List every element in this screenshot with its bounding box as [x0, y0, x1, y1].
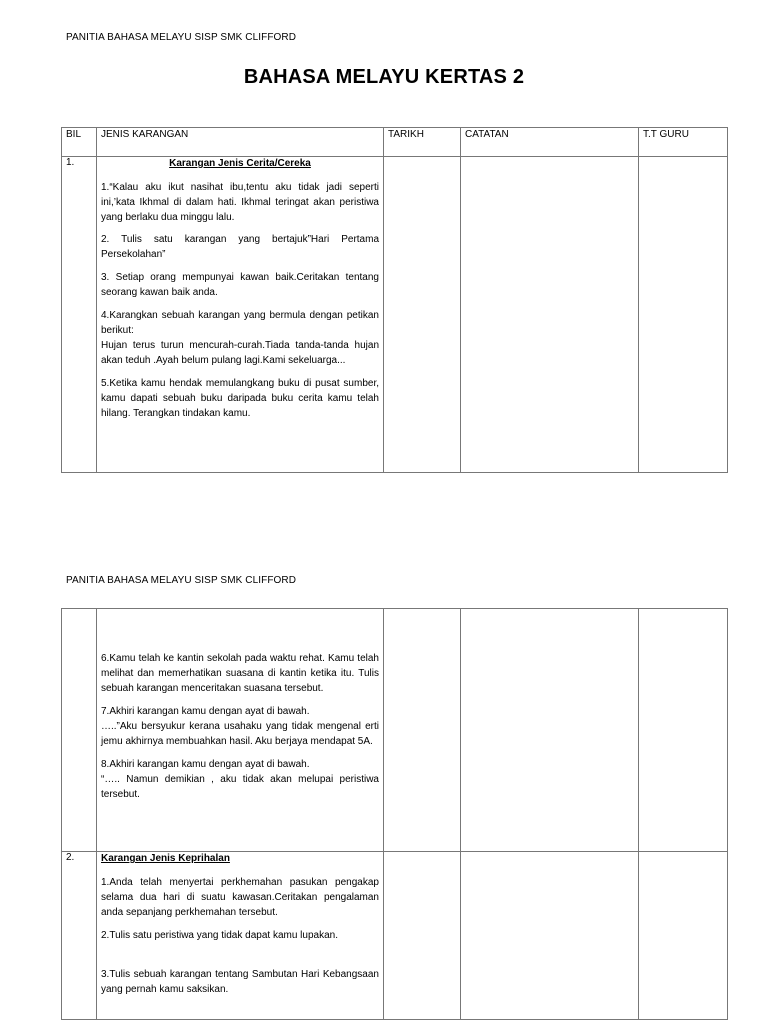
- question-1: 1.“Kalau aku ikut nasihat ibu,tentu aku tidak jadi seperti ini,’kata Ikhmal di dalam hati. Ikhmal teringat akan peristiwa yang berlaku dua minggu lalu.: [101, 182, 379, 223]
- column-header-catatan: CATATAN: [461, 128, 639, 157]
- row-catatan: [461, 852, 639, 1020]
- question-8-passage: “….. Namun demikian , aku tidak akan melupai peristiwa tersebut.: [101, 774, 379, 800]
- section-heading: Karangan Jenis Keprihalan: [101, 853, 230, 864]
- bil-number: 2.: [66, 852, 75, 863]
- question-2: 2. Tulis satu karangan yang bertajuk”Hari Pertama Persekolahan”: [101, 234, 379, 260]
- table-header-row: [62, 128, 728, 157]
- table-row: [62, 157, 728, 473]
- page-header: PANITIA BAHASA MELAYU SISP SMK CLIFFORD: [66, 32, 297, 43]
- column-header-bil: BIL: [62, 128, 97, 157]
- question-1: 1.Anda telah menyertai perkhemahan pasukan pengakap selama dua hari di suatu kawasan.Ceritakan pengalaman anda sepanjang perkhemahan tersebut.: [101, 877, 379, 918]
- question-2: 2.Tulis satu peristiwa yang tidak dapat kamu lupakan.: [101, 930, 338, 941]
- column-header-tt-guru: T.T GURU: [639, 128, 728, 157]
- row-bil: [62, 157, 97, 473]
- question-4-intro: 4.Karangkan sebuah karangan yang bermula dengan petikan berikut:: [101, 310, 379, 336]
- document-title: BAHASA MELAYU KERTAS 2: [243, 66, 525, 88]
- question-6: 6.Kamu telah ke kantin sekolah pada waktu rehat. Kamu telah melihat dan memerhatikan suasana di kantin ketika itu. Tulis sebuah karangan menceritakan suasana tersebut.: [101, 653, 379, 694]
- row-tt-guru: [639, 852, 728, 1020]
- row-jenis-karangan: [97, 609, 384, 852]
- table-row: [62, 852, 728, 1020]
- column-header-tarikh: TARIKH: [384, 128, 461, 157]
- question-7-intro: 7.Akhiri karangan kamu dengan ayat di bawah.: [101, 706, 310, 717]
- page-header-2: PANITIA BAHASA MELAYU SISP SMK CLIFFORD: [66, 575, 297, 586]
- question-8-intro: 8.Akhiri karangan kamu dengan ayat di bawah.: [101, 759, 310, 770]
- row-catatan: [461, 609, 639, 852]
- row-tarikh: [384, 609, 461, 852]
- question-7-passage: …..”Aku bersyukur kerana usahaku yang tidak mengenal erti jemu akhirnya membuahkan hasil. Aku berjaya mendapat 5A.: [101, 721, 379, 747]
- bil-number: 1.: [66, 157, 75, 168]
- essay-table-page-1: [61, 127, 728, 473]
- row-tt-guru: [639, 609, 728, 852]
- question-3: 3. Setiap orang mempunyai kawan baik.Ceritakan tentang seorang kawan baik anda.: [101, 272, 379, 298]
- section-heading: Karangan Jenis Cerita/Cereka: [169, 158, 311, 169]
- row-bil: [62, 852, 97, 1020]
- question-3: 3.Tulis sebuah karangan tentang Sambutan Hari Kebangsaan yang pernah kamu saksikan.: [101, 969, 379, 995]
- row-tt-guru: [639, 157, 728, 473]
- row-bil: [62, 609, 97, 852]
- row-jenis-karangan: [97, 157, 384, 473]
- row-tarikh: [384, 852, 461, 1020]
- column-header-jenis-karangan: JENIS KARANGAN: [97, 128, 384, 157]
- row-catatan: [461, 157, 639, 473]
- question-5: 5.Ketika kamu hendak memulangkang buku di pusat sumber, kamu dapati sebuah buku daripada buku cerita kamu telah hilang. Terangkan tindakan kamu.: [101, 378, 379, 419]
- table-row: [62, 609, 728, 852]
- row-tarikh: [384, 157, 461, 473]
- essay-table-page-2: [61, 608, 728, 1020]
- row-jenis-karangan: [97, 852, 384, 1020]
- question-4-passage: Hujan terus turun mencurah-curah.Tiada tanda-tanda hujan akan teduh .Ayah belum pulang lagi.Kami sekeluarga...: [101, 340, 379, 366]
